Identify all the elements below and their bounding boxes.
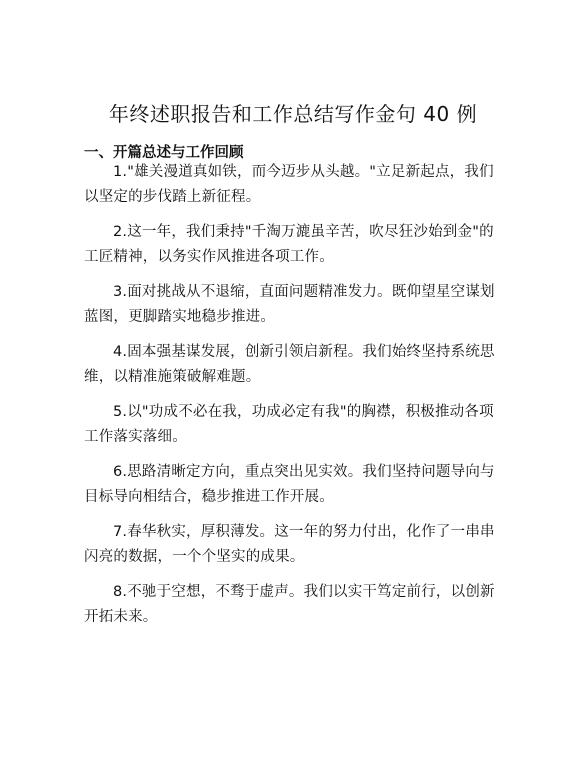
list-item: 3.面对挑战从不退缩，直面问题精准发力。既仰望星空谋划蓝图，更脚踏实地稳步推进。 [84,284,495,325]
list-item: 6.思路清晰定方向，重点突出见实效。我们坚持问题导向与目标导向相结合，稳步推进工作开展。 [84,464,495,505]
list-item: 4.固本强基谋发展，创新引领启新程。我们始终坚持系统思维，以精准施策破解难题。 [84,344,495,385]
document-title: 年终述职报告和工作总结写作金句 40 例 [108,102,478,126]
list-item: 8.不驰于空想，不骛于虚声。我们以实干笃定前行，以创新开拓未来。 [84,584,495,625]
list-item: 1."雄关漫道真如铁，而今迈步从头越。"立足新起点，我们以坚定的步伐踏上新征程。 [84,164,494,205]
list-item: 5.以"功成不必在我，功成必定有我"的胸襟，积极推动各项工作落实落细。 [84,404,494,445]
section-heading: 一、开篇总述与工作回顾 [84,145,244,161]
list-item: 7.春华秋实，厚积薄发。这一年的努力付出，化作了一串串闪亮的数据，一个个坚实的成果。 [84,524,495,565]
list-item: 2.这一年，我们秉持"千淘万漉虽辛苦，吹尽狂沙始到金"的工匠精神，以务实作风推进各项工作。 [84,224,494,265]
